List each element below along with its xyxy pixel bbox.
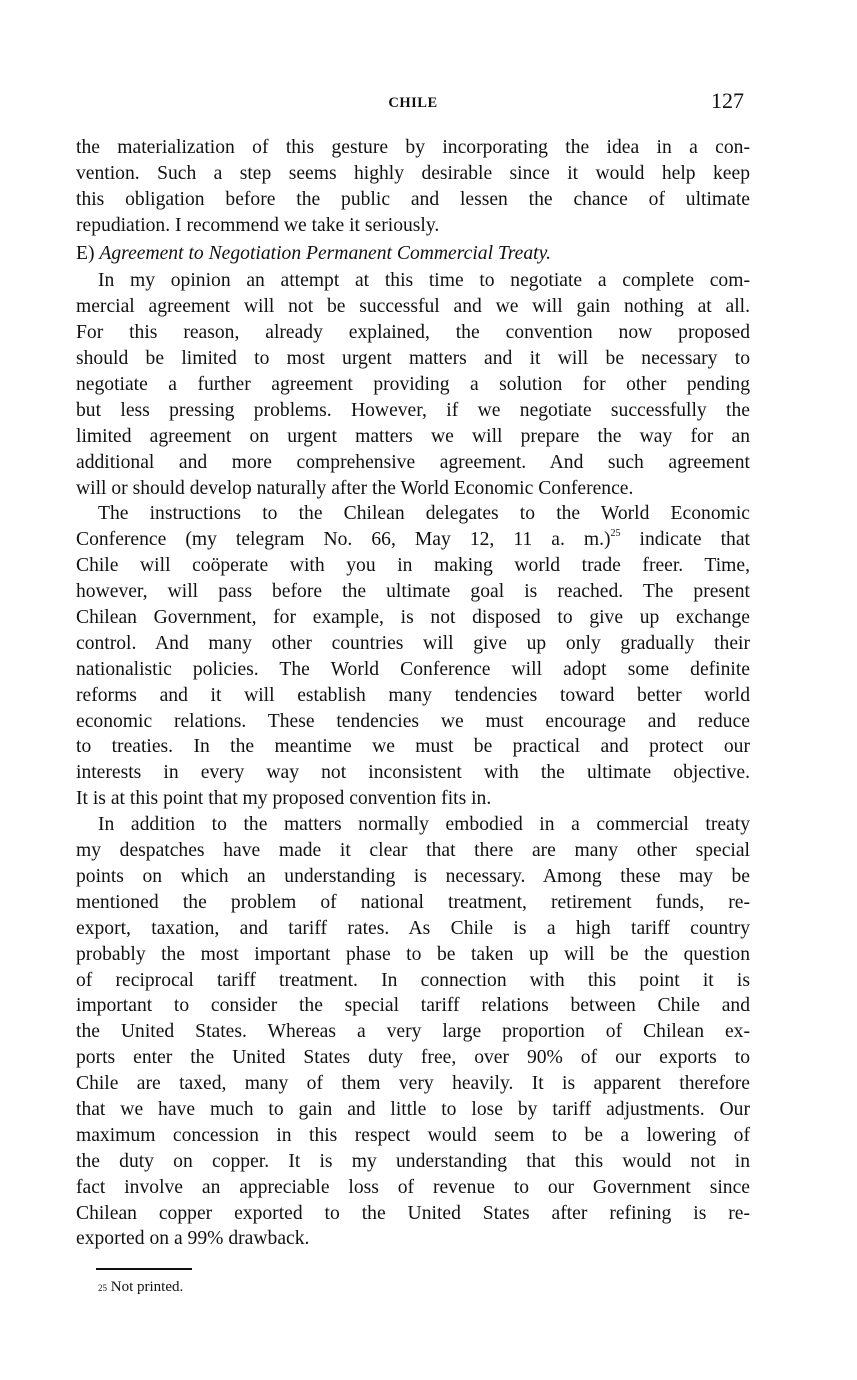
text-line: economic relations. These tendencies we must encourage and reduce — [76, 710, 750, 732]
text-line: points on which an understanding is necessary. Among these may be — [76, 865, 750, 887]
text-line: negotiate a further agreement providing a solution for other pending — [76, 374, 750, 396]
text-line: should be limited to most urgent matters and it will be necessary to — [76, 348, 750, 370]
text-line: reforms and it will establish many tendencies toward better world — [76, 684, 750, 706]
text-line: exported on a 99% drawback. — [76, 1228, 310, 1250]
text-line: control. And many other countries will give up only gradually their — [76, 632, 750, 654]
text-line: the United States. Whereas a very large proportion of Chilean ex- — [76, 1021, 750, 1043]
text-line: the materialization of this gesture by incorporating the idea in a con- — [76, 137, 750, 158]
text-segment: indicate that — [620, 529, 750, 551]
footnote — [98, 1276, 183, 1298]
text-line — [76, 527, 750, 553]
text-line: Chile are taxed, many of them very heavily. It is apparent therefore — [76, 1073, 750, 1095]
footnote-reference: 25 — [610, 528, 621, 540]
page-number: 127 — [711, 88, 744, 113]
section-title: Agreement to Negotiation Permanent Commercial Treaty. — [99, 242, 552, 264]
text-line: interests in every way not inconsistent with the ultimate objective. — [76, 762, 750, 784]
text-line: nationalistic policies. The World Conference will adopt some definite — [76, 658, 750, 680]
footnote-text: Not printed. — [110, 1279, 184, 1295]
text-line: The instructions to the Chilean delegates to the World Economic — [98, 503, 750, 525]
text-line: ports enter the United States duty free, over 90% of our exports to — [76, 1047, 750, 1069]
text-line: probably the most important phase to be taken up will be the question — [76, 943, 750, 965]
text-line: to treaties. In the meantime we must be practical and protect our — [76, 736, 750, 758]
text-line: maximum concession in this respect would seem to be a lowering of — [76, 1124, 750, 1146]
paragraph-1 — [76, 135, 750, 239]
section-heading — [76, 241, 750, 267]
text-line: this obligation before the public and lessen the chance of ultimate — [76, 188, 750, 210]
text-line: mentioned the problem of national treatment, retirement funds, re- — [76, 891, 750, 913]
text-segment: Conference (my telegram No. 66, May 12, 11 a. m.) — [76, 529, 611, 551]
running-head — [76, 88, 750, 118]
footnote-marker: 25 — [98, 1283, 107, 1293]
paragraph-4 — [76, 812, 750, 1252]
text-line: will or should develop naturally after the World Economic Conference. — [76, 477, 634, 499]
paragraph-2 — [76, 268, 750, 501]
text-line: but less pressing problems. However, if we negotiate successfully the — [76, 399, 750, 421]
text-line: my despatches have made it clear that there are many other special — [76, 840, 750, 862]
text-line: additional and more comprehensive agreement. And such agreement — [76, 451, 750, 473]
text-line: the duty on copper. It is my understanding that this would not in — [76, 1150, 750, 1172]
text-line: mercial agreement will not be successful and we will gain nothing at all. — [76, 296, 750, 318]
text-line: that we have much to gain and little to lose by tariff adjustments. Our — [76, 1098, 750, 1120]
text-line: It is at this point that my proposed convention fits in. — [76, 788, 492, 810]
text-line: important to consider the special tariff relations between Chile and — [76, 995, 750, 1017]
section-label: E) — [76, 242, 95, 264]
text-line: For this reason, already explained, the convention now proposed — [76, 322, 750, 344]
text-line: Chilean Government, for example, is not disposed to give up exchange — [76, 607, 750, 629]
paragraph-3 — [76, 501, 750, 812]
text-line: repudiation. I recommend we take it seriously. — [76, 214, 440, 236]
footnote-divider — [96, 1268, 192, 1270]
text-line: limited agreement on urgent matters we will prepare the way for an — [76, 425, 750, 447]
text-line: Chilean copper exported to the United States after refining is re- — [76, 1202, 750, 1224]
body-text — [76, 135, 750, 1252]
text-line: Chile will coöperate with you in making world trade freer. Time, — [76, 555, 750, 577]
running-title: CHILE — [388, 95, 438, 111]
text-line: export, taxation, and tariff rates. As Chile is a high tariff country — [76, 917, 750, 939]
text-line: of reciprocal tariff treatment. In connection with this point it is — [76, 969, 750, 991]
text-line: In addition to the matters normally embodied in a commercial treaty — [98, 814, 750, 836]
text-line: however, will pass before the ultimate goal is reached. The present — [76, 581, 750, 603]
text-line: vention. Such a step seems highly desirable since it would help keep — [76, 162, 750, 184]
text-line: In my opinion an attempt at this time to negotiate a complete com- — [98, 270, 750, 292]
text-line: fact involve an appreciable loss of revenue to our Government since — [76, 1176, 750, 1198]
